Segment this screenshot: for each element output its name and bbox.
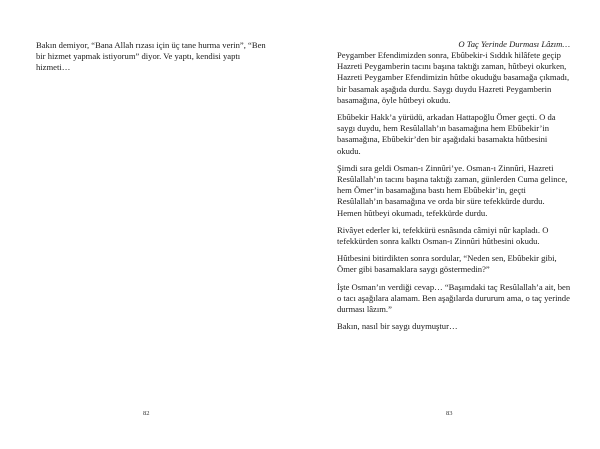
page-number: 83 [446, 410, 453, 417]
paragraph: Ebûbekir Hakk’a yürüdü, arkadan Hattapoğlu Ömer geçti. O da saygı duydu, hem Resûlallah’ın basamağına hem Ebûbekir’in basamağına, Ebûbekir’den bir aşağıdaki basamakta hûtbesini okudu. [337, 112, 556, 156]
right-page-body [337, 50, 571, 332]
paragraph: Bakın demiyor, “Bana Allah rızası için üç tane hurma verin”, “Ben bir hizmet yapmak istiyorum” diyor. Ve yaptı, kendisi yaptı hizmeti… [36, 40, 266, 73]
paragraph: Bakın, nasıl bir saygı duymuştur… [337, 321, 458, 332]
page-number: 82 [143, 410, 150, 417]
left-page-body [36, 40, 272, 74]
right-page [300, 0, 600, 449]
paragraph: İşte Osman’ın verdiği cevap… “Başımdaki taç Resûlallah’a ait, ben o tacı aşağılara alamam. Ben aşağılarda dururum ama, o taç yerinde durması lâzım.” [337, 281, 571, 315]
running-head: O Taç Yerinde Durması Lâzım… [458, 39, 570, 49]
paragraph: Şimdi sıra geldi Osman-ı Zinnûri’ye. Osman-ı Zinnûri, Hazreti Resûlallah’ın tacını başına taktığı zaman, günlerden Cuma gelince, hem Ömer’in basamağına bastı hem Ebûbekir’in, geçti Resûlallah’ın basamağına ve orda bir süre tefekkürde durdu. Hemen hûtbeyi okumadı, tefekkürde durdu. [337, 162, 568, 218]
paragraph: Hûtbesini bitirdikten sonra sordular, “Neden sen, Ebûbekir gibi, Ömer gibi basamaklara saygı göstermedin?” [337, 253, 557, 275]
paragraph: Rivâyet ederler ki, tefekkürü esnâsında câmiyi nûr kapladı. O tefekkürden sonra kalktı Osman-ı Zinnûri hûtbesini okudu. [337, 224, 549, 247]
paragraph: Peygamber Efendimizden sonra, Ebûbekir-i Sıddık hilâfete geçip Hazreti Peygamberin tacını başına taktığı zaman, hûtbeyi okurken, Hazreti Peygamber Efendimizin hûtbe okuduğu basamağa çıkmadı, bir basamak aşağıda durdu. Saygı duydu Hazreti Peygamberin basamağına, öyle hûtbeyi okudu. [337, 50, 570, 105]
